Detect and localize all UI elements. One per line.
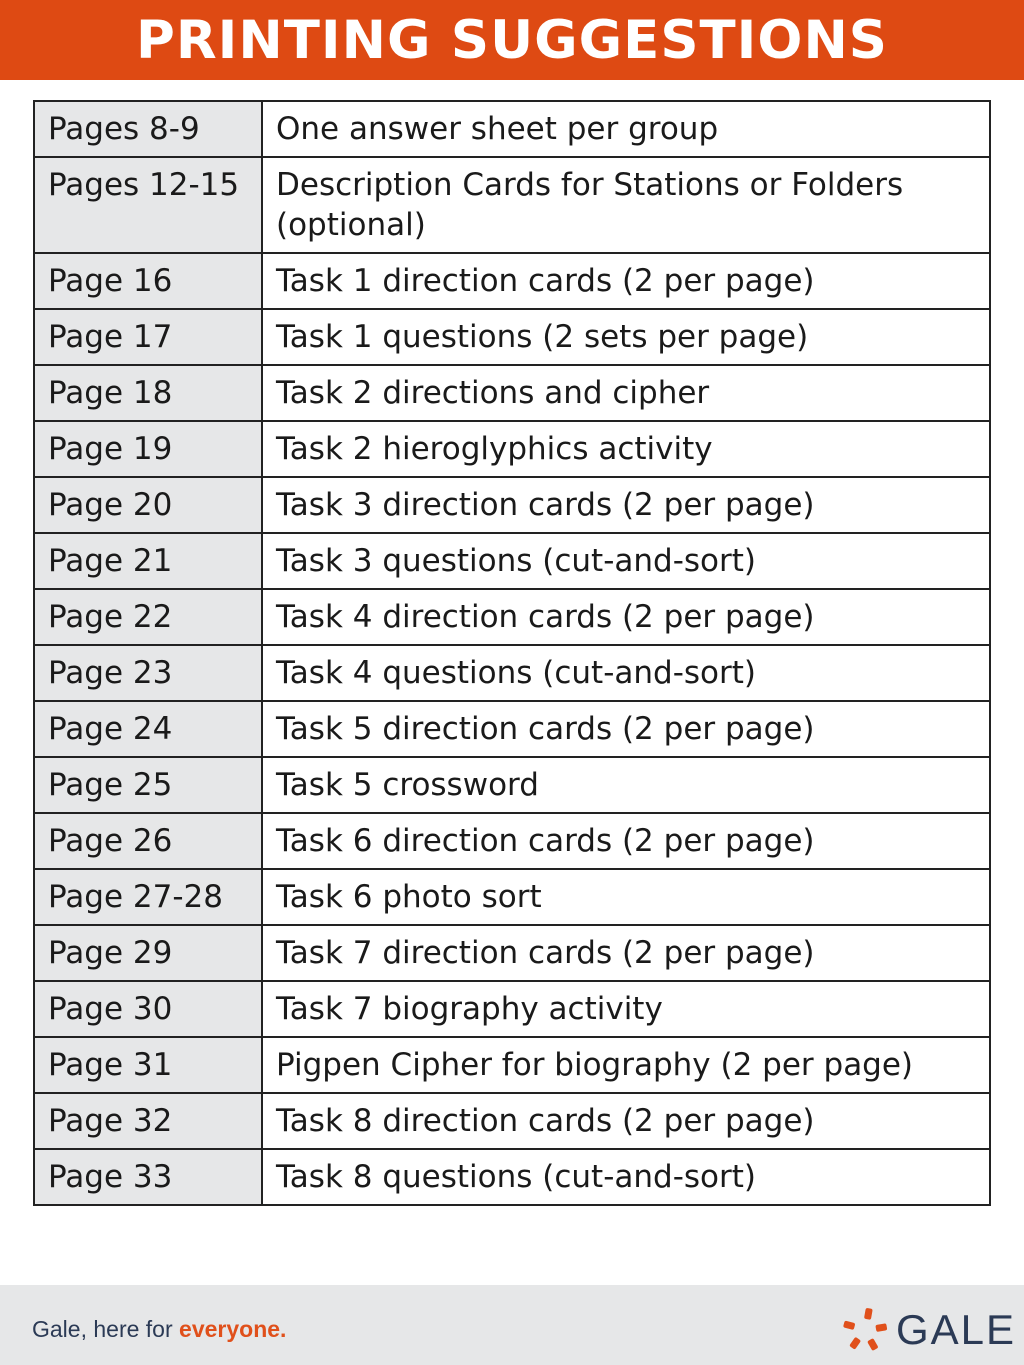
page-range-cell: Page 16 [34,253,262,309]
table-row [34,1149,990,1205]
description-cell: One answer sheet per group [262,101,990,157]
table-row [34,701,990,757]
description-cell: Description Cards for Stations or Folders (optional) [262,157,990,253]
page-range-cell: Page 25 [34,757,262,813]
table-row [34,421,990,477]
page-range-cell: Page 20 [34,477,262,533]
table-row [34,1093,990,1149]
page-range-cell: Page 22 [34,589,262,645]
description-cell: Task 1 questions (2 sets per page) [262,309,990,365]
gale-burst-icon [840,1305,890,1355]
table-row [34,533,990,589]
printing-suggestions-table [33,100,991,1206]
header-banner [0,0,1024,80]
gale-logo [840,1305,1016,1355]
page-range-cell: Page 29 [34,925,262,981]
table-row [34,645,990,701]
table-row [34,589,990,645]
table-row [34,981,990,1037]
description-cell: Task 5 direction cards (2 per page) [262,701,990,757]
page-range-cell: Page 30 [34,981,262,1037]
table-row [34,813,990,869]
description-cell: Task 2 directions and cipher [262,365,990,421]
page-range-cell: Page 18 [34,365,262,421]
description-cell: Task 6 photo sort [262,869,990,925]
table-row [34,1037,990,1093]
description-cell: Task 3 questions (cut-and-sort) [262,533,990,589]
page-range-cell: Page 23 [34,645,262,701]
page-range-cell: Page 27-28 [34,869,262,925]
table-row [34,869,990,925]
page-range-cell: Page 33 [34,1149,262,1205]
description-cell: Task 5 crossword [262,757,990,813]
table-row [34,309,990,365]
description-cell: Task 2 hieroglyphics activity [262,421,990,477]
gale-wordmark: GALE [896,1306,1017,1353]
page-range-cell: Page 31 [34,1037,262,1093]
page-range-cell: Page 24 [34,701,262,757]
table-row [34,365,990,421]
description-cell: Pigpen Cipher for biography (2 per page) [262,1037,990,1093]
description-cell: Task 7 biography activity [262,981,990,1037]
table-row [34,253,990,309]
description-cell: Task 4 direction cards (2 per page) [262,589,990,645]
description-cell: Task 7 direction cards (2 per page) [262,925,990,981]
page-range-cell: Pages 12-15 [34,157,262,253]
table-row [34,477,990,533]
description-cell: Task 8 questions (cut-and-sort) [262,1149,990,1205]
page-range-cell: Page 17 [34,309,262,365]
table-row [34,757,990,813]
table-row [34,925,990,981]
page-range-cell: Page 32 [34,1093,262,1149]
page-range-cell: Page 21 [34,533,262,589]
page-range-cell: Page 19 [34,421,262,477]
page-title: PRINTING SUGGESTIONS [136,9,888,71]
table-row [34,101,990,157]
tagline-prefix: Gale, here for [32,1316,180,1342]
description-cell: Task 8 direction cards (2 per page) [262,1093,990,1149]
page-range-cell: Page 26 [34,813,262,869]
description-cell: Task 3 direction cards (2 per page) [262,477,990,533]
description-cell: Task 1 direction cards (2 per page) [262,253,990,309]
page-range-cell: Pages 8-9 [34,101,262,157]
description-cell: Task 6 direction cards (2 per page) [262,813,990,869]
footer-tagline [32,1316,286,1343]
description-cell: Task 4 questions (cut-and-sort) [262,645,990,701]
tagline-accent: everyone. [179,1316,287,1342]
table-row [34,157,990,253]
